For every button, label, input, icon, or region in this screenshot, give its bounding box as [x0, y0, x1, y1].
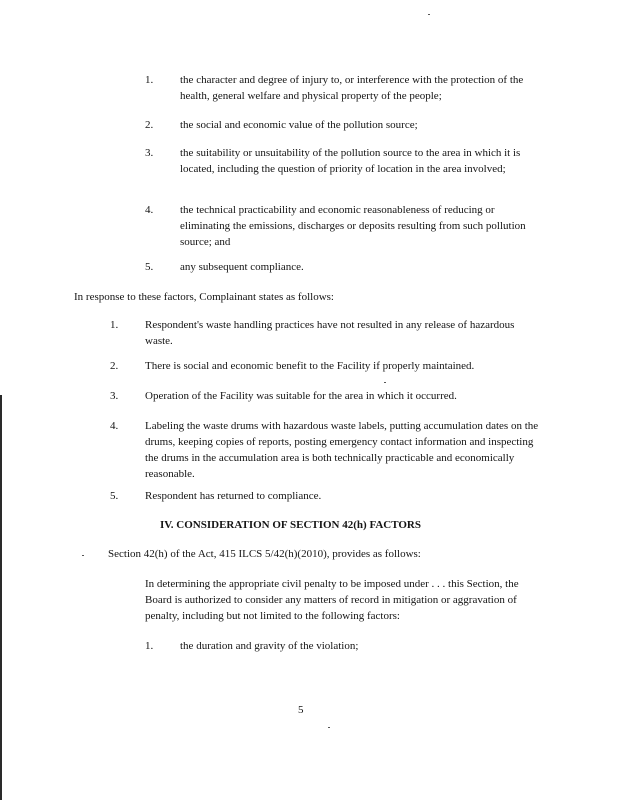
item-text: the social and economic value of the pollution source;: [180, 119, 418, 131]
item-text: There is social and economic benefit to the Facility if properly maintained.: [145, 360, 475, 372]
scan-speck: [384, 382, 386, 383]
response-intro: In response to these factors, Complainant states as follows:: [74, 291, 334, 303]
item-number: 2.: [145, 119, 154, 131]
item-number: 1.: [110, 319, 119, 331]
item-text: Labeling the waste drums with hazardous waste labels, putting accumulation dates on the drums, keeping copies of reports, posting emergency contact information and inspecting the drums in the accumulation area is both technically practicable and economically reasonable.: [145, 420, 539, 480]
item-number: 4.: [110, 420, 119, 432]
item-text: Operation of the Facility was suitable for the area in which it occurred.: [145, 390, 457, 402]
item-text: Respondent's waste handling practices have not resulted in any release of hazardous waste.: [145, 319, 515, 347]
item-number: 4.: [145, 204, 154, 216]
block-quote: In determining the appropriate civil penalty to be imposed under . . . this Section, the Board is authorized to consider any matters of record in mitigation or aggravation of penalty, including but not limited to the following factors:: [145, 578, 519, 622]
section-intro: Section 42(h) of the Act, 415 ILCS 5/42(h)(2010), provides as follows:: [108, 548, 421, 560]
item-number: 5.: [145, 261, 154, 273]
item-text: Respondent has returned to compliance.: [145, 490, 322, 502]
item-text: any subsequent compliance.: [180, 261, 304, 273]
scan-speck: [328, 727, 330, 728]
item-number: 5.: [110, 490, 119, 502]
page-number: 5: [298, 704, 304, 716]
item-number: 3.: [145, 147, 154, 159]
section-heading: IV. CONSIDERATION OF SECTION 42(h) FACTORS: [160, 519, 421, 531]
scan-speck: [428, 14, 430, 15]
item-number: 3.: [110, 390, 119, 402]
scan-edge-bar: [0, 395, 2, 800]
scan-speck: [82, 555, 84, 556]
item-text: the duration and gravity of the violation;: [180, 640, 359, 652]
item-text: the suitability or unsuitability of the pollution source to the area in which it is located, including the question of priority of location in the area involved;: [180, 147, 521, 175]
item-text: the technical practicability and economic reasonableness of reducing or eliminating the emissions, discharges or deposits resulting from such pollution source; and: [180, 204, 526, 248]
item-number: 1.: [145, 640, 154, 652]
item-number: 2.: [110, 360, 119, 372]
item-text: the character and degree of injury to, or interference with the protection of the health, general welfare and physical property of the people;: [180, 74, 524, 102]
item-number: 1.: [145, 74, 154, 86]
